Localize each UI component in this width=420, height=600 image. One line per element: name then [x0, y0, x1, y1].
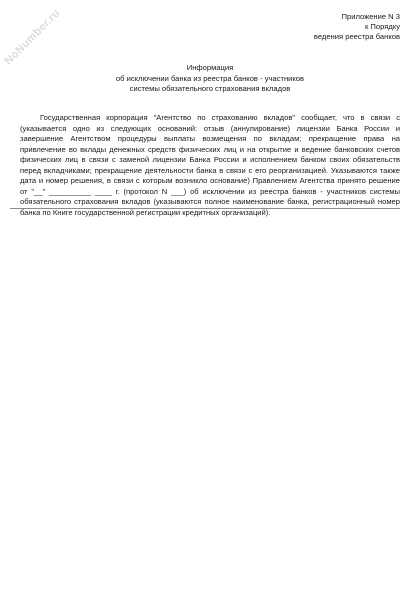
- watermark-logo: NoNumber.ru: [2, 7, 63, 68]
- appendix-document-name: ведения реестра банков: [313, 32, 400, 41]
- title-heading: Информация: [186, 63, 234, 72]
- page-divider: [10, 208, 400, 209]
- title-system: системы обязательного страхования вкладов: [129, 84, 291, 93]
- appendix-number: Приложение N 3: [341, 12, 400, 21]
- appendix-header: [314, 12, 400, 42]
- title-subject: об исключении банка из реестра банков - участников: [115, 73, 305, 83]
- body-paragraph: Государственная корпорация "Агентство по страхованию вкладов" сообщает, что в связи с (указывается одно из следующих оснований: отзыв (аннулирование) лицензии Банка России и завершение Агентством процедуры выплаты возмещения по вкладам; прекращение права на привлечение во вклады денежных средств физических лиц и на открытие и ведение банковских счетов физических лиц в связи с заменой лицензии Банка России и исполнением банком своих обязательств перед вкладчиками; прекращение деятельности банка в связи с его реорганизацией. Указываются также дата и номер решения, в связи с которым возникло основание) Правлением Агентства принято решение от "__" __________ ____ г. (протокол N ___) об исключении из реестра банков - участников системы обязательного страхования вкладов (указываются полное наименование банка, регистрационный номер банка по Книге государственной регистрации кредитных организаций).: [20, 113, 400, 217]
- document-title: [0, 63, 420, 95]
- appendix-reference: к Порядку: [365, 22, 400, 31]
- document-body: [20, 113, 400, 218]
